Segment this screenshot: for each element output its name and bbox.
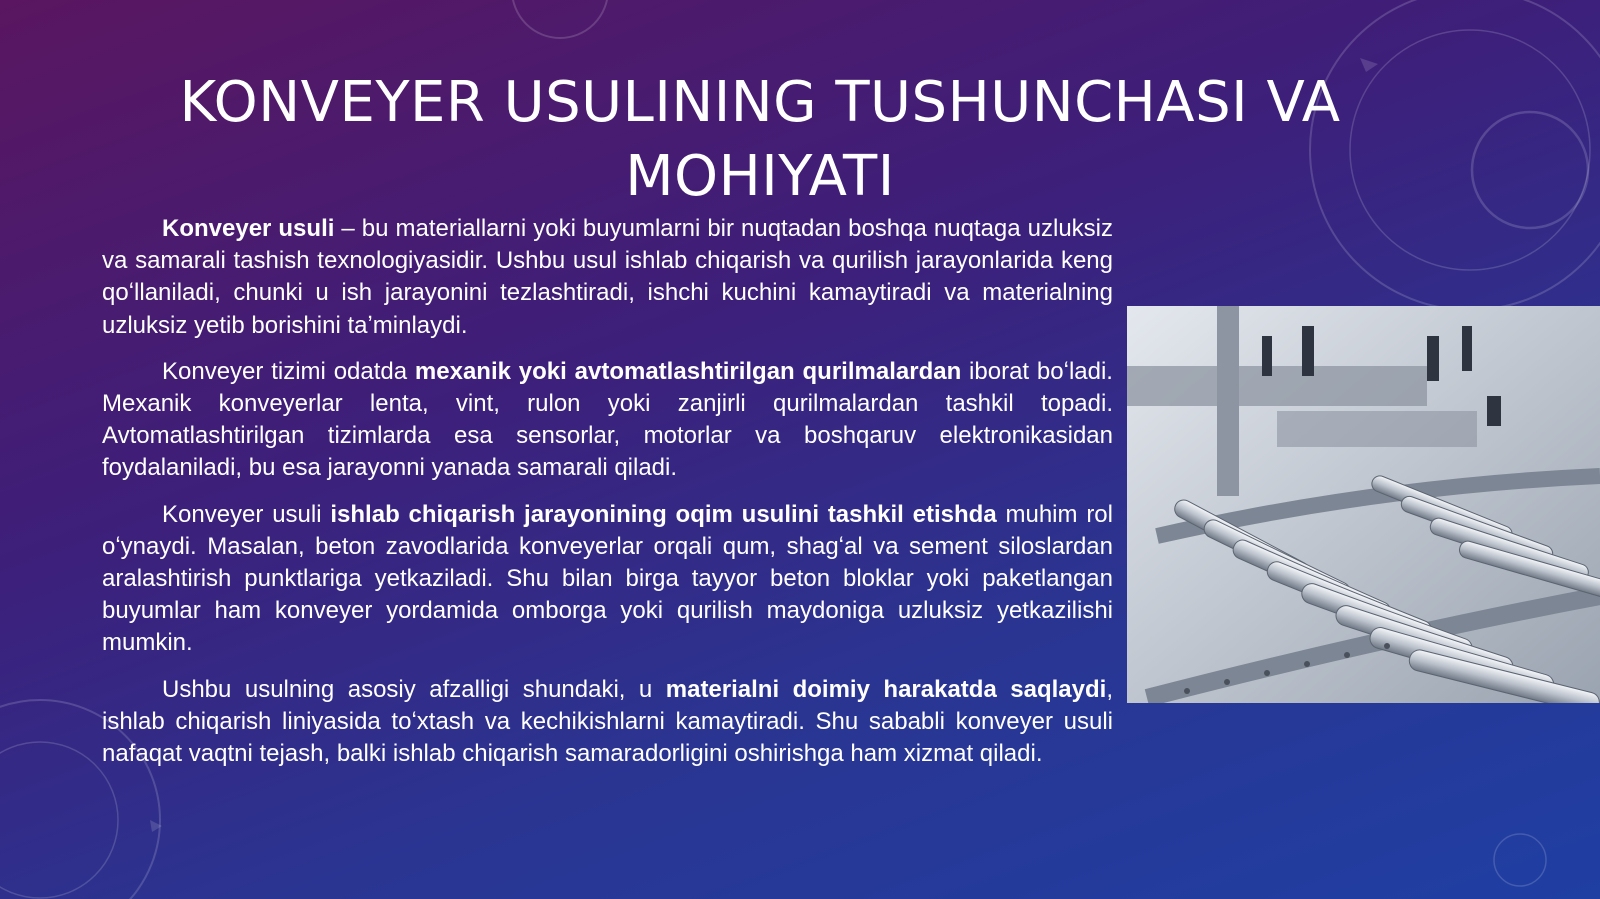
paragraph-3-text: muhim rol oʻynaydi. Masalan, beton zavodlarida konveyerlar orqali qum, shagʻal va sement siloslardan aralashtirish punktlariga yetkaziladi. Shu bilan birga tayyor beton bloklar yoki paketlangan buyumlar ham konveyer yordamida omborga yoki qurilish maydoniga uzluksiz yetkazilishi mumkin. bbox=[102, 500, 1113, 657]
paragraph-4-bold: materialni doimiy harakatda saqlaydi bbox=[665, 675, 1107, 703]
paragraph-3-bold: ishlab chiqarish jarayonining oqim usulini tashkil etishda bbox=[330, 500, 997, 528]
paragraph-1-text: – bu materiallarni yoki buyumlarni bir nuqtadan boshqa nuqtaga uzluksiz va samarali tashish texnologiyasidir. Ushbu usul ishlab chiqarish va qurilish jarayonlarida keng qoʻllaniladi, chunki u ish jarayonini tezlashtiradi, ishchi kuchini kamaytiradi va materialning uzluksiz yetib borishini taʼminlaydi. bbox=[102, 215, 1113, 339]
paragraph-2-start: Konveyer tizimi odatda bbox=[162, 357, 415, 385]
slide-title: KONVEYER USULINING TUSHUNCHASI VA MOHIYATI bbox=[179, 70, 1341, 209]
body-text bbox=[102, 213, 1113, 784]
paragraph-1-bold: Konveyer usuli bbox=[162, 215, 335, 242]
paragraph-1 bbox=[102, 213, 1113, 342]
paragraph-2 bbox=[102, 356, 1113, 485]
paragraph-3-start: Konveyer usuli bbox=[162, 500, 331, 528]
paragraph-4-text: , ishlab chiqarish liniyasida toʻxtash va kechikishlarni kamaytiradi. Shu sababli konveyer usuli nafaqat vaqtni tejash, balki ishlab chiqarish samaradorligini oshirishga ham xizmat qiladi. bbox=[102, 675, 1113, 768]
paragraph-4-start: Ushbu usulning asosiy afzalligi shundaki, u bbox=[162, 675, 666, 703]
conveyor-roller-photo bbox=[1127, 306, 1600, 703]
paragraph-2-bold: mexanik yoki avtomatlashtirilgan qurilmalardan bbox=[414, 357, 962, 385]
paragraph-2-text: iborat boʻladi. Mexanik konveyerlar lenta, vint, rulon yoki zanjirli qurilmalardan tashkil topadi. Avtomatlashtirilgan tizimlarda esa sensorlar, motorlar va boshqaruv elektronikasidan foydalaniladi, bu esa jarayonni yanada samarali qiladi. bbox=[102, 357, 1113, 482]
paragraph-3 bbox=[102, 499, 1113, 660]
paragraph-4 bbox=[102, 674, 1113, 771]
